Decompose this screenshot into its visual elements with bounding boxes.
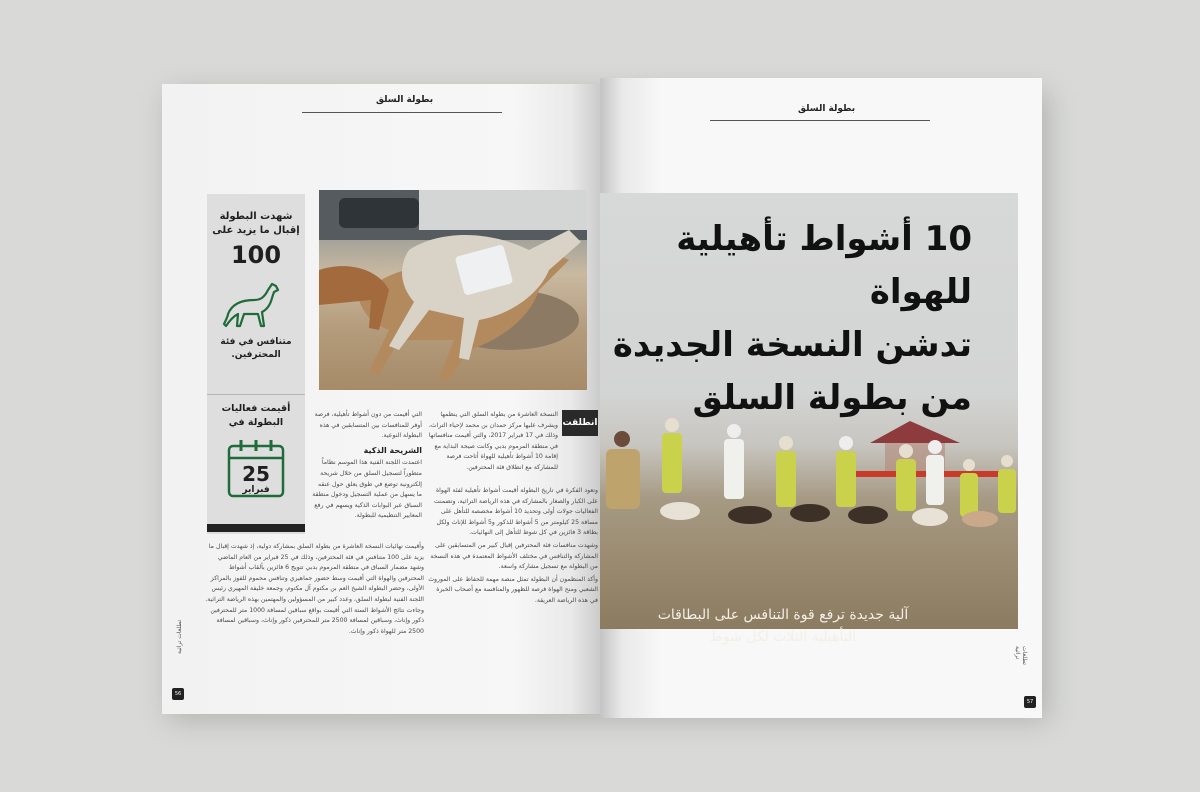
paragraph: وتعود الفكرة في تاريخ البطولة أقيمت أشواط تأهيلية لفئة الهواة على الكبار والصغار بالمشاركة في هذه الرياضة التراثية، وتضمنت الفعاليات جولات أولى وتحديد 10 أشواط مخصصة للتأهل على مسافة 25 كيلومتر من 5 أشواط للذكور و5 أشواط للإناث ولكل بطاقة 3 فائزين في كل شوط للتأهل إلى النهائيات. — [433, 487, 598, 537]
running-header: بطولة السلق — [798, 104, 856, 114]
left-page — [162, 84, 602, 714]
running-header: بطولة السلق — [376, 95, 434, 105]
paragraph: النسخة العاشرة من بطولة السلق التي ينظمها ويشرف عليها مركز حمدان بن محمد لإحياء التراث، وذلك في 17 فبراير 2017، والتي أقيمت منافساتها في منطقة المرموم بدبي وكانت صيحة البداية مع إقامة 10 أشواط تأهيلية للهواة أتاحت فرصة للمشاركة مع انطلاق فئة المحترفين. — [428, 411, 558, 471]
folio: تطلعات تراثية — [1014, 646, 1028, 665]
right-page — [600, 78, 1042, 718]
section-start-tag: انطلقت — [562, 410, 598, 436]
headline-line: تدشن النسخة الجديدة — [612, 325, 972, 365]
header-rule — [302, 112, 502, 113]
date-month: فبراير — [242, 485, 270, 495]
saluki-race-photo — [319, 190, 587, 390]
header-rule — [710, 120, 930, 121]
stat-number: 100 — [230, 241, 282, 269]
paragraph: وأقيمت نهائيات النسخة العاشرة من بطولة السلق بمشاركة دولية، إذ شهدت إقبال ما يزيد على 100 متنافس في فئة المحترفين، وذلك في 25 فبراير من العام الماضي وشهد مضمار السباق في منطقة المرموم بدبي تتويج 6 فائزين بألقاب أشواط المحترفين والهواة التي أقيمت وسط حضور جماهيري وتنافس محموم للفوز بالمراكز الأولى، وحضر البطولة الشيخ العم بن مكتوم آل مكتوم، وجمعة خليفة المهيري رئيس اللجنة الفنية لبطولة السلق، وعدد كبير من المسؤولين والمهتمين بهذه الرياضة التراثية. وجاءت نتائج الأشواط الستة التي أقيمت بواقع سباقين لمسافة 1000 متر للمحترفين ذكور وإناث، وسباقين لمسافة 2500 متر للمحترفين ذكور وإناث، وسباقين لمسافة 2500 متر للهواة ذكور وإناث. — [205, 543, 424, 635]
saluki-dog-icon — [220, 276, 284, 332]
paragraph: اعتمدت اللجنة الفنية هذا الموسم نظاماً متطوراً لتسجيل السلق من خلال شريحة إلكترونية توضع في طوق يعلق حول عنقه ما يسهل من عملية التسجيل ودخول منطقة السباق عبر البوابات الذكية ويسهم في رفع المعايير التنظيمية للبطولة. — [312, 459, 422, 520]
paragraph: وشهدت منافسات فئة المحترفين إقبال كبير من المتسابقين على المشاركة والتنافس في مختلف الأشواط المعتمدة في هذه النسخة من البطولة مع تسجيل مشاركة واسعة. — [430, 541, 598, 571]
sidebar-bar — [207, 524, 305, 532]
sidebar-divider — [207, 394, 305, 395]
body-column-right — [428, 410, 558, 476]
headline-line: 10 أشواط تأهيلية للهواة — [676, 219, 972, 312]
article-headline — [600, 213, 972, 425]
paragraph: وأكد المنظمون أن البطولة تمثل منصة مهمة للحفاظ على الموروث الشعبي ومنح الهواة فرصة للظهور والمنافسة مع أصحاب الخبرة في هذه الرياضة العريقة. — [428, 575, 598, 604]
body-column-left — [312, 410, 422, 524]
photo-caption: آلية جديدة ترفع قوة التنافس على البطاقات التأهيلية الثلاث لكل شوط — [657, 607, 909, 645]
paragraph: التي أقيمت من دون أشواط تأهيلية، فرصة أوفر للمنافسات بين المتسابقين في هذه البطولة النوعية. — [314, 411, 422, 440]
stat-intro: شهدت البطولة إقبال ما يزيد على — [212, 211, 300, 236]
date-day: 25 — [242, 462, 270, 486]
headline-line: من بطولة السلق — [692, 378, 972, 418]
body-column-right-continued — [428, 486, 598, 609]
stat-outro: متنافس في فئة المحترفين. — [220, 337, 292, 360]
folio: تطلعات تراثية — [176, 619, 183, 654]
events-title: أقيمت فعاليات البطولة في — [221, 403, 291, 428]
page-number: 56 — [172, 688, 184, 700]
section-subhead: الشريحة الذكية — [363, 445, 422, 455]
body-column-bottom — [202, 542, 424, 639]
page-number: 57 — [1024, 696, 1036, 708]
